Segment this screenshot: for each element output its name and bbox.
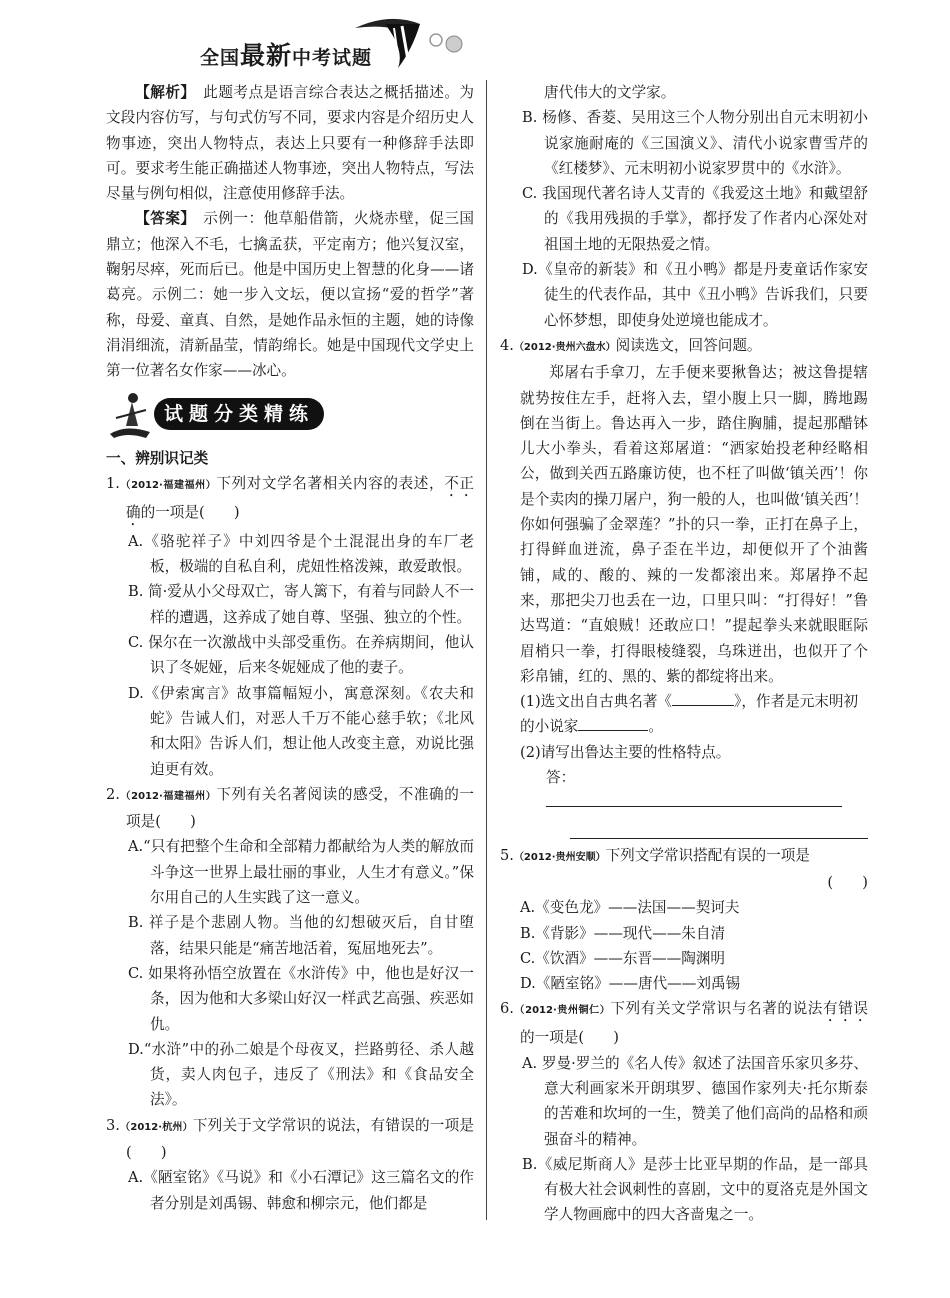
- q3-option-d: D.《皇帝的新装》和《丑小鸭》都是丹麦童话作家安徒生的代表作品，其中《丑小鸭》告诉我们，只要心怀梦想，即使身处逆境也能成才。: [522, 261, 868, 329]
- q4-answer-row: 答：: [500, 765, 868, 816]
- page-header: [0, 0, 950, 70]
- fish-logo-icon: [350, 10, 470, 70]
- q6-option-a: A. 罗曼·罗兰的《名人传》叙述了法国音乐家贝多芬、意大利画家米开朗琪罗、德国作家列夫·托尔斯泰的苦难和坎坷的一生，赞美了他们高尚的品格和顽强奋斗的精神。: [522, 1054, 868, 1148]
- question-2: 2.（2012·福建福州）下列有关名著阅读的感受，不准确的一项是( ) A.“只有把整个生命和全部精力都献给为人类的解放而斗争这一世界上最壮丽的事业，人生才有意义。”保尔用自己的人生实践了这一意义。 B. 祥子是个悲剧人物。当他的幻想破灭后，自甘堕落，结果只能是“痛苦地活着，冤屈地死去”。 C. 如果将孙悟空放置在《水浒传》中，他也是好汉一条，因为他和大多梁山好汉一样武艺高强、疾恶如仇。 D.“水浒”中的孙二娘是个母夜叉，拦路剪径、杀人越货，卖人肉包子，违反了《刑法》和《食品安全法》。: [106, 782, 474, 1113]
- q3-option-a: A.《陋室铭》《马说》和《小石潭记》这三篇名文的作者分别是刘禹锡、韩愈和柳宗元，他们都是: [128, 1169, 474, 1212]
- header-title: 全国最新中考试题: [200, 41, 373, 70]
- q5-option-b: B.《背影》——现代——朱自清: [520, 924, 726, 942]
- section-heading: 一、辨别识记类: [106, 449, 209, 467]
- q1-option-c: C. 保尔在一次激战中头部受重伤。在养病期间，他认识了冬妮娅，后来冬妮娅成了他的妻子。: [128, 634, 474, 677]
- q2-option-c: C. 如果将孙悟空放置在《水浒传》中，他也是好汉一条，因为他和大多梁山好汉一样武艺高强、疾恶如仇。: [128, 964, 474, 1033]
- question-6: 6.（2012·贵州铜仁）下列有关文学常识与名著的说法有错误的一项是( ) A. 罗曼·罗兰的《名人传》叙述了法国音乐家贝多芬、意大利画家米开朗琪罗、德国作家列夫·托尔斯泰的苦难和坎坷的一生，赞美了他们高尚的品格和顽强奋斗的精神。 B.《威尼斯商人》是莎士比亚早期的作品，是一部具有极大社会讽刺性的喜剧，文中的夏洛克是外国文学人物画廊中的四大吝啬鬼之一。: [500, 996, 868, 1227]
- question-3: 3.（2012·杭州）下列关于文学常识的说法，有错误的一项是( ) A.《陋室铭》《马说》和《小石潭记》这三篇名文的作者分别是刘禹锡、韩愈和柳宗元，他们都是: [106, 1113, 474, 1216]
- q6-option-b: B.《威尼斯商人》是莎士比亚早期的作品，是一部具有极大社会讽刺性的喜剧，文中的夏洛克是外国文学人物画廊中的四大吝啬鬼之一。: [522, 1155, 868, 1224]
- q1-option-d: D.《伊索寓言》故事篇幅短小，寓意深刻。《农夫和蛇》告诫人们，对恶人千万不能心慈手软；《北风和太阳》告诉人们，想让他人改变主意，劝说比强迫更有效。: [128, 684, 474, 778]
- question-4: 4.（2012·贵州六盘水）阅读选文，回答问题。 郑屠右手拿刀，左手便来要揪鲁达；被这鲁提辖就势按住左手，赶将入去，望小腹上只一脚，腾地踢倒在当街上。鲁达再入一步，踏住胸脯，提起那醋钵儿大小拳头，看着这郑屠道：“洒家始投老种经略相公，做到关西五路廉访使，也不枉了叫做‘镇关西’！你是个卖肉的操刀屠户，狗一般的人，也叫做‘镇关西’！你如何强骗了金翠莲？”扑的只一拳，正打在鼻子上，打得鲜血迸流，鼻子歪在半边，却便似开了个油酱铺，咸的、酸的、辣的一发都滚出来。郑屠挣不起来，那把尖刀也丢在一边，口里只叫：“打得好！”鲁达骂道：“直娘贼！还敢应口！”提起拳头来就眼眶际眉梢只一拳，打得眼棱缝裂，乌珠迸出，也似开了个彩帛铺，红的、黑的、紫的都绽将出来。 (1)选文出自古典名著《 》，作者是元末明初的小说家 。 (2)请写出鲁达主要的性格特点。 答：: [500, 333, 868, 839]
- answer-paragraph: 【答案】 示例一：他草船借箭，火烧赤壁，促三国鼎立；他深入不毛，七擒孟获，平定南方；他兴复汉室，鞠躬尽瘁，死而后已。他是中国历史上智慧的化身——诸葛亮。示例二：她一步入文坛，便以宣扬“爱的哲学”著称，母爱、童真、自然，是她作品永恒的主题，她的诗像涓涓细流，清新晶莹，情韵绵长。她是中国现代文学史上第一位著名女作家——冰心。: [106, 210, 474, 380]
- q2-option-d: D.“水浒”中的孙二娘是个母夜叉，拦路剪径、杀人越货，卖人肉包子，违反了《刑法》和《食品安全法》。: [128, 1040, 474, 1109]
- section-banner: [106, 388, 474, 440]
- left-column: [106, 80, 474, 1216]
- q4-blank-book[interactable]: [672, 705, 734, 706]
- q2-option-a: A.“只有把整个生命和全部精力都献给为人类的解放而斗争这一世界上最壮丽的事业，人生才有意义。”保尔用自己的人生实践了这一意义。: [128, 838, 474, 907]
- q3-option-b: B. 杨修、香菱、吴用这三个人物分别出自元末明初小说家施耐庵的《三国演义》、清代小说家曹雪芹的《红楼梦》、元末明初小说家罗贯中的《水浒》。: [522, 109, 868, 177]
- right-column: [500, 80, 868, 1228]
- analysis-paragraph: 【解析】 此题考点是语言综合表达之概括描述。为文段内容仿写，与句式仿写不同，要求内容是介绍历史人物事迹，突出人物特点，表达上只要有一种修辞手法即可。要求考生能正确描述人物事迹，突出人物特点，写法尽量与例句相似，注意使用修辞手法。: [106, 84, 474, 203]
- q1-option-a: A.《骆驼祥子》中刘四爷是个土混混出身的车厂老板，极端的自私自利，虎妞性格泼辣，敢爱敢恨。: [128, 532, 474, 576]
- q5-answer-paren: ( ): [827, 873, 868, 891]
- q2-option-b: B. 祥子是个悲剧人物。当他的幻想破灭后，自甘堕落，结果只能是“痛苦地活着，冤屈地死去”。: [128, 914, 474, 957]
- q3-option-c: C. 我国现代著名诗人艾青的《我爱这土地》和戴望舒的《我用残损的手掌》，都抒发了作者内心深处对祖国土地的无限热爱之情。: [522, 185, 868, 253]
- column-divider: [486, 80, 487, 1220]
- q4-sub1: (1)选文出自古典名著《 》，作者是元末明初的小说家 。: [520, 693, 859, 736]
- q4-sub2: (2)请写出鲁达主要的性格特点。: [520, 743, 731, 761]
- q3-option-a-cont: 唐代伟大的文学家。: [544, 84, 676, 101]
- q4-passage: 郑屠右手拿刀，左手便来要揪鲁达；被这鲁提辖就势按住左手，赶将入去，望小腹上只一脚，腾地踢倒在当街上。鲁达再入一步，踏住胸脯，提起那醋钵儿大小拳头，看着这郑屠道：“洒家始投老种经略相公，做到关西五路廉访使，也不枉了叫做‘镇关西’！你是个卖肉的操刀屠户，狗一般的人，也叫做‘镇关西’！你如何强骗了金翠莲？”扑的只一拳，正打在鼻子上，打得鲜血迸流，鼻子歪在半边，却便似开了个油酱铺，咸的、酸的、辣的一发都滚出来。郑屠挣不起来，那把尖刀也丢在一边，口里只叫：“打得好！”鲁达骂道：“直娘贼！还敢应口！”提起拳头来就眼眶际眉梢只一拳，打得眼棱缝裂，乌珠迸出，也似开了个彩帛铺，红的、黑的、紫的都绽将出来。: [520, 364, 868, 685]
- banner-title: 试题分类精练: [154, 398, 324, 430]
- rider-icon: [106, 388, 156, 440]
- q4-blank-author[interactable]: [578, 730, 648, 731]
- q4-answer-line-2[interactable]: [570, 816, 868, 839]
- q5-option-a: A.《变色龙》——法国——契诃夫: [520, 899, 740, 917]
- q5-option-d: D.《陋室铭》——唐代——刘禹锡: [520, 975, 741, 993]
- q4-answer-line-1[interactable]: [546, 806, 842, 807]
- question-5: 5.（2012·贵州安顺）下列文学常识搭配有误的一项是 ( ) A.《变色龙》——法国——契诃夫 B.《背影》——现代——朱自清 C.《饮酒》——东晋——陶渊明 D.《陋室铭》——唐代——刘禹锡: [500, 843, 868, 997]
- q1-option-b: B. 简·爱从小父母双亡，寄人篱下，有着与同龄人不一样的遭遇，这养成了她自尊、坚强、独立的个性。: [128, 583, 474, 626]
- q5-option-c: C.《饮酒》——东晋——陶渊明: [520, 949, 726, 967]
- question-1: 1.（2012·福建福州）下列对文学名著相关内容的表述，不正确的一项是( ) A.《骆驼祥子》中刘四爷是个土混混出身的车厂老板，极端的自私自利，虎妞性格泼辣，敢爱敢恨。 B. 简·爱从小父母双亡，寄人篱下，有着与同龄人不一样的遭遇，这养成了她自尊、坚强、独立的个性。 C. 保尔在一次激战中头部受重伤。在养病期间，他认识了冬妮娅，后来冬妮娅成了他的妻子。 D.《伊索寓言》故事篇幅短小，寓意深刻。《农夫和蛇》告诫人们，对恶人千万不能心慈手软；《北风和太阳》告诉人们，想让他人改变主意，劝说比强迫更有效。: [106, 471, 474, 782]
